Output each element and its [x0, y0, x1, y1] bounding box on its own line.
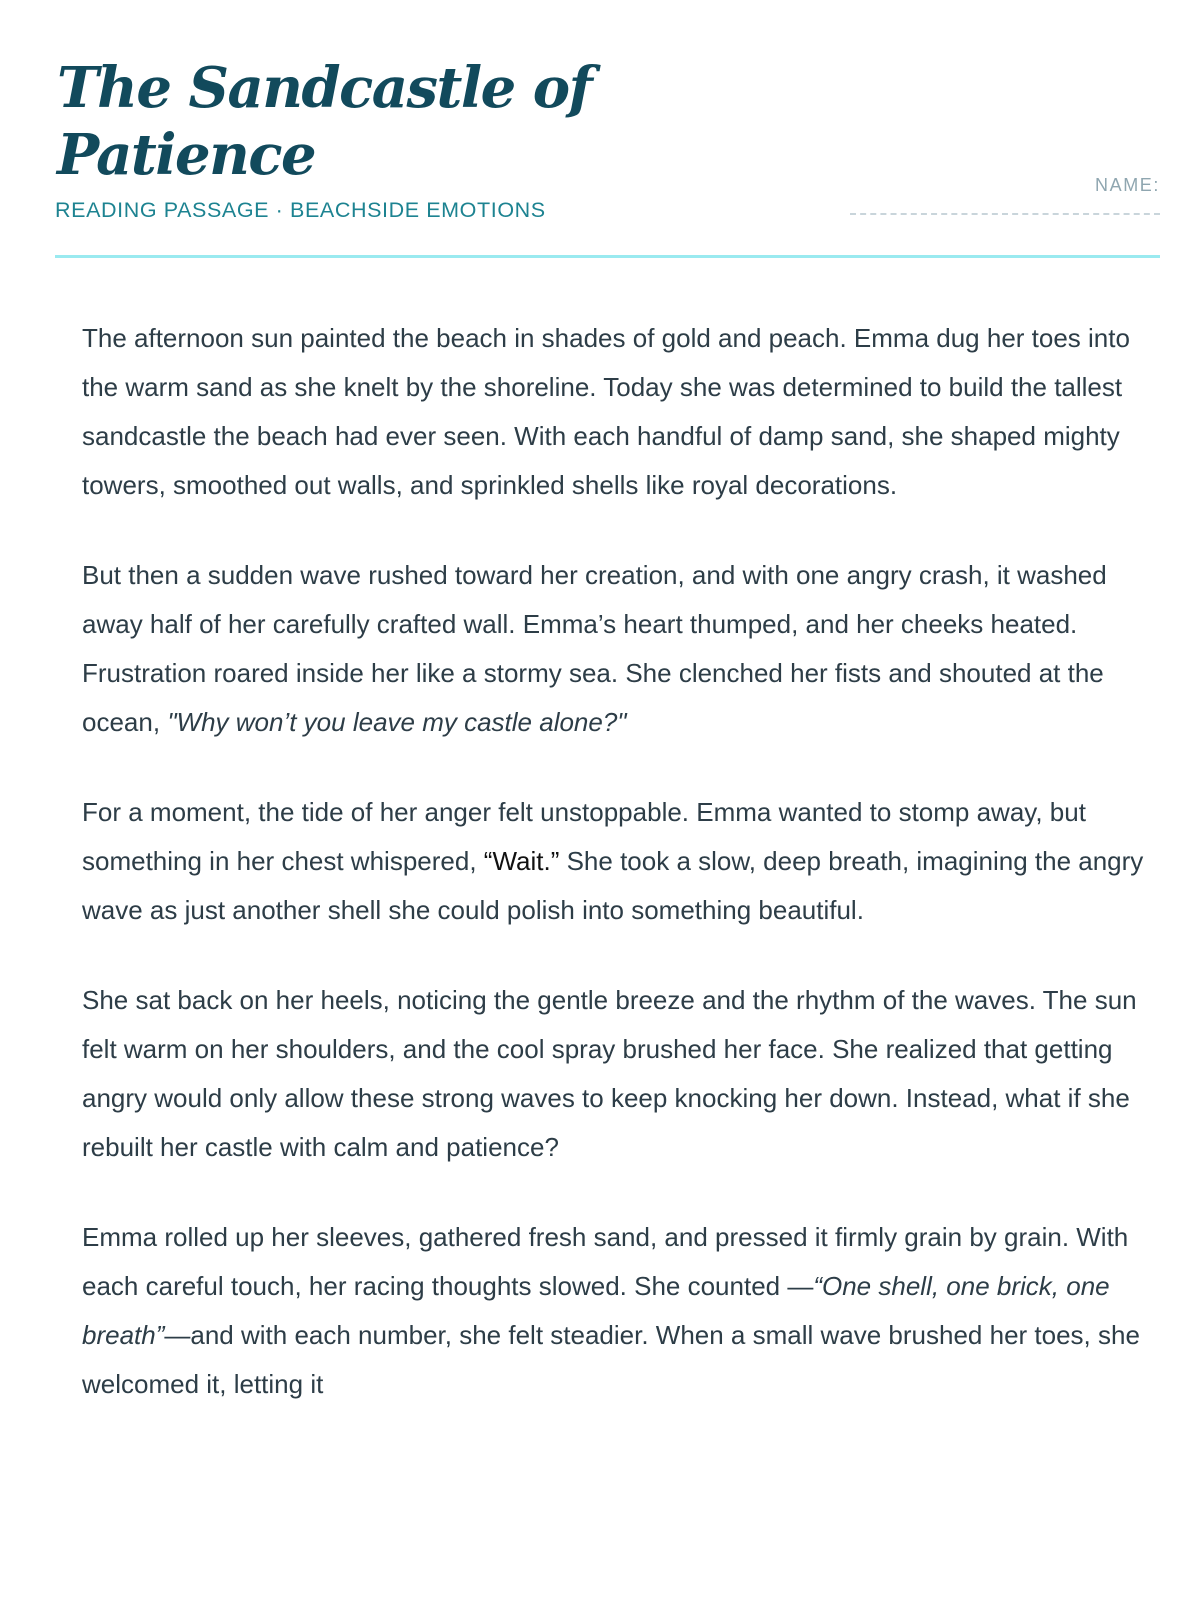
page-title: The Sandcastle of Patience	[57, 55, 592, 188]
reading-passage	[82, 314, 1167, 1450]
page-subtitle: READING PASSAGE · BEACHSIDE EMOTIONS	[55, 198, 546, 222]
paragraph-2-text: But then a sudden wave rushed toward her creation, and with one angry crash, it washed away half of her carefully crafted wall. Emma’s heart thumped, and her cheeks heated. Frustration roared inside her like a stormy sea. She clenched her fists and shouted at the ocean,	[82, 560, 1107, 737]
paragraph-5	[82, 1213, 1167, 1409]
paragraph-3-wait-quote: “Wait.”	[483, 846, 560, 876]
paragraph-1: The afternoon sun painted the beach in shades of gold and peach. Emma dug her toes into the warm sand as she knelt by the shoreline. Today she was determined to build the tallest sandcastle the beach had ever seen. With each handful of damp sand, she shaped mighty towers, smoothed out walls, and sprinkled shells like royal decorations.	[82, 323, 1130, 500]
paragraph-2-quote: "Why won’t you leave my castle alone?"	[167, 707, 627, 737]
paragraph-3-text-before: For a moment, the tide of her anger felt unstoppable. Emma wanted to stomp away, but something in her chest whispered,	[82, 797, 1086, 876]
name-write-line[interactable]	[850, 213, 1160, 215]
name-field[interactable]	[850, 175, 1160, 235]
paragraph-4: She sat back on her heels, noticing the gentle breeze and the rhythm of the waves. The sun felt warm on her shoulders, and the cool spray brushed her face. She realized that getting angry would only allow these strong waves to keep knocking her down. Instead, what if she rebuilt her castle with calm and patience?	[82, 985, 1137, 1162]
paragraph-3	[82, 788, 1167, 935]
header-divider	[55, 255, 1160, 258]
paragraph-2	[82, 551, 1167, 747]
paragraph-5-quote: “One shell, one brick, one breath”	[82, 1271, 1110, 1350]
worksheet-header	[55, 55, 1160, 257]
paragraph-5-text-after: —and with each number, she felt steadier. When a small wave brushed her toes, she welcomed it, letting it	[82, 1320, 1140, 1399]
paragraph-3-text-after: She took a slow, deep breath, imagining the angry wave as just another shell she could polish into something beautiful.	[82, 846, 1144, 925]
name-label: NAME:	[1094, 175, 1160, 195]
paragraph-5-text-before: Emma rolled up her sleeves, gathered fresh sand, and pressed it firmly grain by grain. With each careful touch, her racing thoughts slowed. She counted —	[82, 1222, 1129, 1301]
